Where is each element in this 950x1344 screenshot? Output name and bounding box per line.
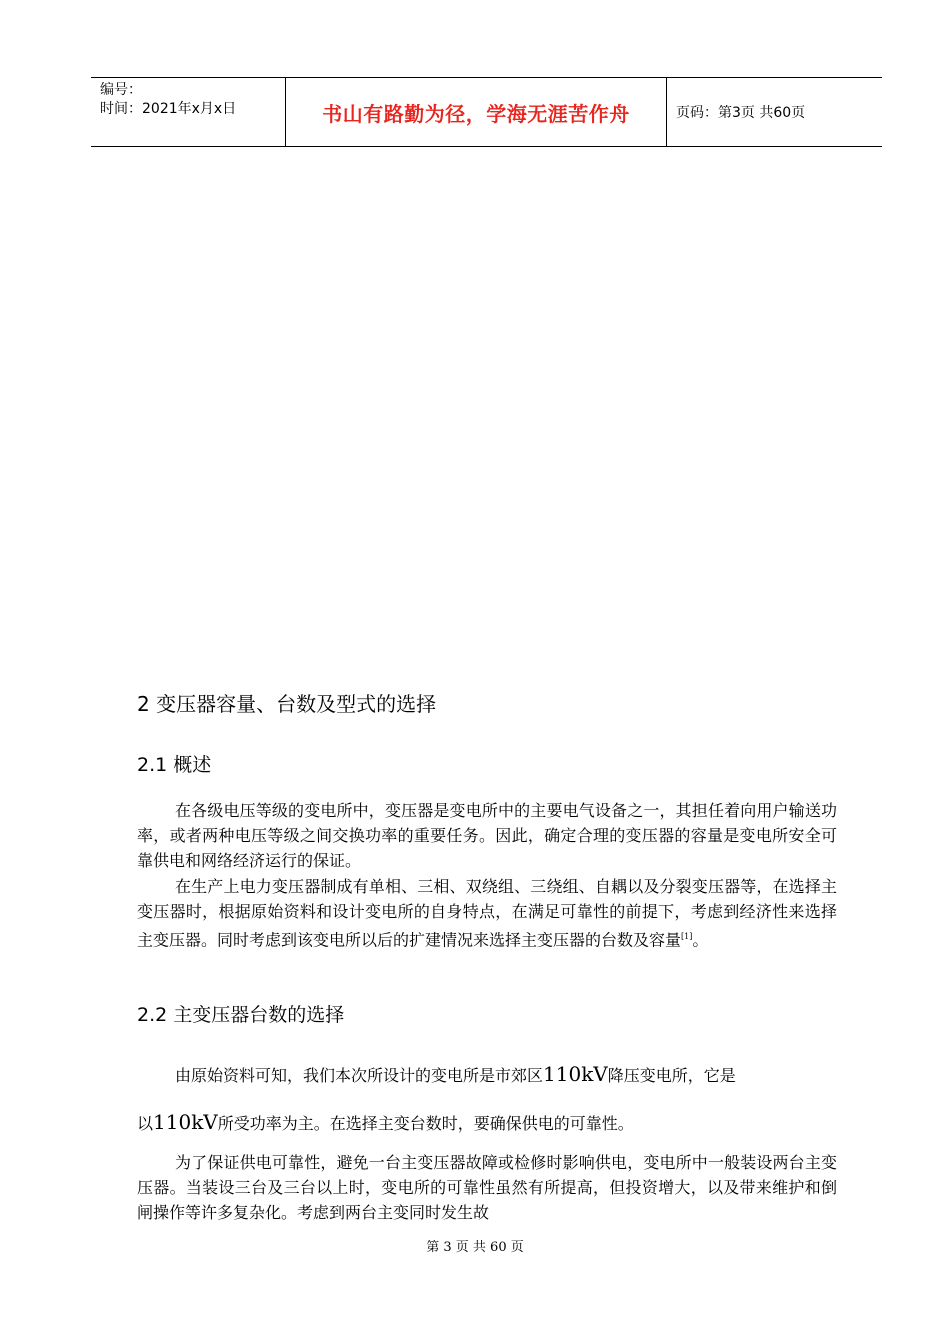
paragraph-count-1-line2-b: 所受功率为主。在选择主变台数时，要确保供电的可靠性。: [217, 1114, 634, 1133]
paragraph-count-1-line1: [137, 1062, 837, 1086]
page-footer: 第 3 页 共 60 页: [426, 1240, 524, 1255]
subsection-title-overview: 2.1 概述: [137, 754, 212, 776]
section-title: 2 变压器容量、台数及型式的选择: [137, 692, 437, 716]
paragraph-count-1-line1-b: 降压变电所，它是: [607, 1066, 736, 1085]
subsection-title-transformer-count: 2.2 主变压器台数的选择: [137, 1004, 345, 1026]
paragraph-overview-2: [137, 874, 837, 952]
header-code-label: 编号：: [100, 82, 142, 98]
header-time-label: 时间：2021年x月x日: [100, 101, 237, 117]
paragraph-count-2: 为了保证供电可靠性，避免一台主变压器故障或检修时影响供电，变电所中一般装设两台主变压器。当装设三台及三台以上时，变电所的可靠性虽然有所提高，但投资增大，以及带来维护和倒闸操作等许多复杂化。考虑到两台主变同时发生故: [137, 1153, 837, 1222]
header-meta-cell: [91, 78, 286, 146]
paragraph-count-1-line1-a: 由原始资料可知，我们本次所设计的变电所是市郊区: [175, 1066, 544, 1085]
page-header-table: [91, 77, 882, 147]
citation-marker: [1]: [681, 932, 693, 941]
voltage-value-2: 110kV: [153, 1110, 218, 1134]
header-page-info: 页码：第3页 共60页: [676, 105, 806, 121]
paragraph-count-1-line2-a: 以: [137, 1114, 154, 1133]
voltage-value-1: 110kV: [543, 1062, 608, 1086]
paragraph-overview-2-end: 。: [692, 930, 709, 950]
paragraph-overview-2-text: 在生产上电力变压器制成有单相、三相、双绕组、三绕组、自耦以及分裂变压器等，在选择主变压器时，根据原始资料和设计变电所的自身特点，在满足可靠性的前提下，考虑到经济性来选择主变压器。同时考虑到该变电所以后的扩建情况来选择主变压器的台数及容量: [137, 877, 837, 950]
header-motto: 书山有路勤为径，学海无涯苦作舟: [286, 78, 667, 146]
paragraph-overview-1: 在各级电压等级的变电所中，变压器是变电所中的主要电气设备之一，其担任着向用户输送功率，或者两种电压等级之间交换功率的重要任务。因此，确定合理的变压器的容量是变电所安全可靠供电和网络经济运行的保证。: [137, 801, 837, 870]
paragraph-count-1-line2: [137, 1110, 837, 1134]
